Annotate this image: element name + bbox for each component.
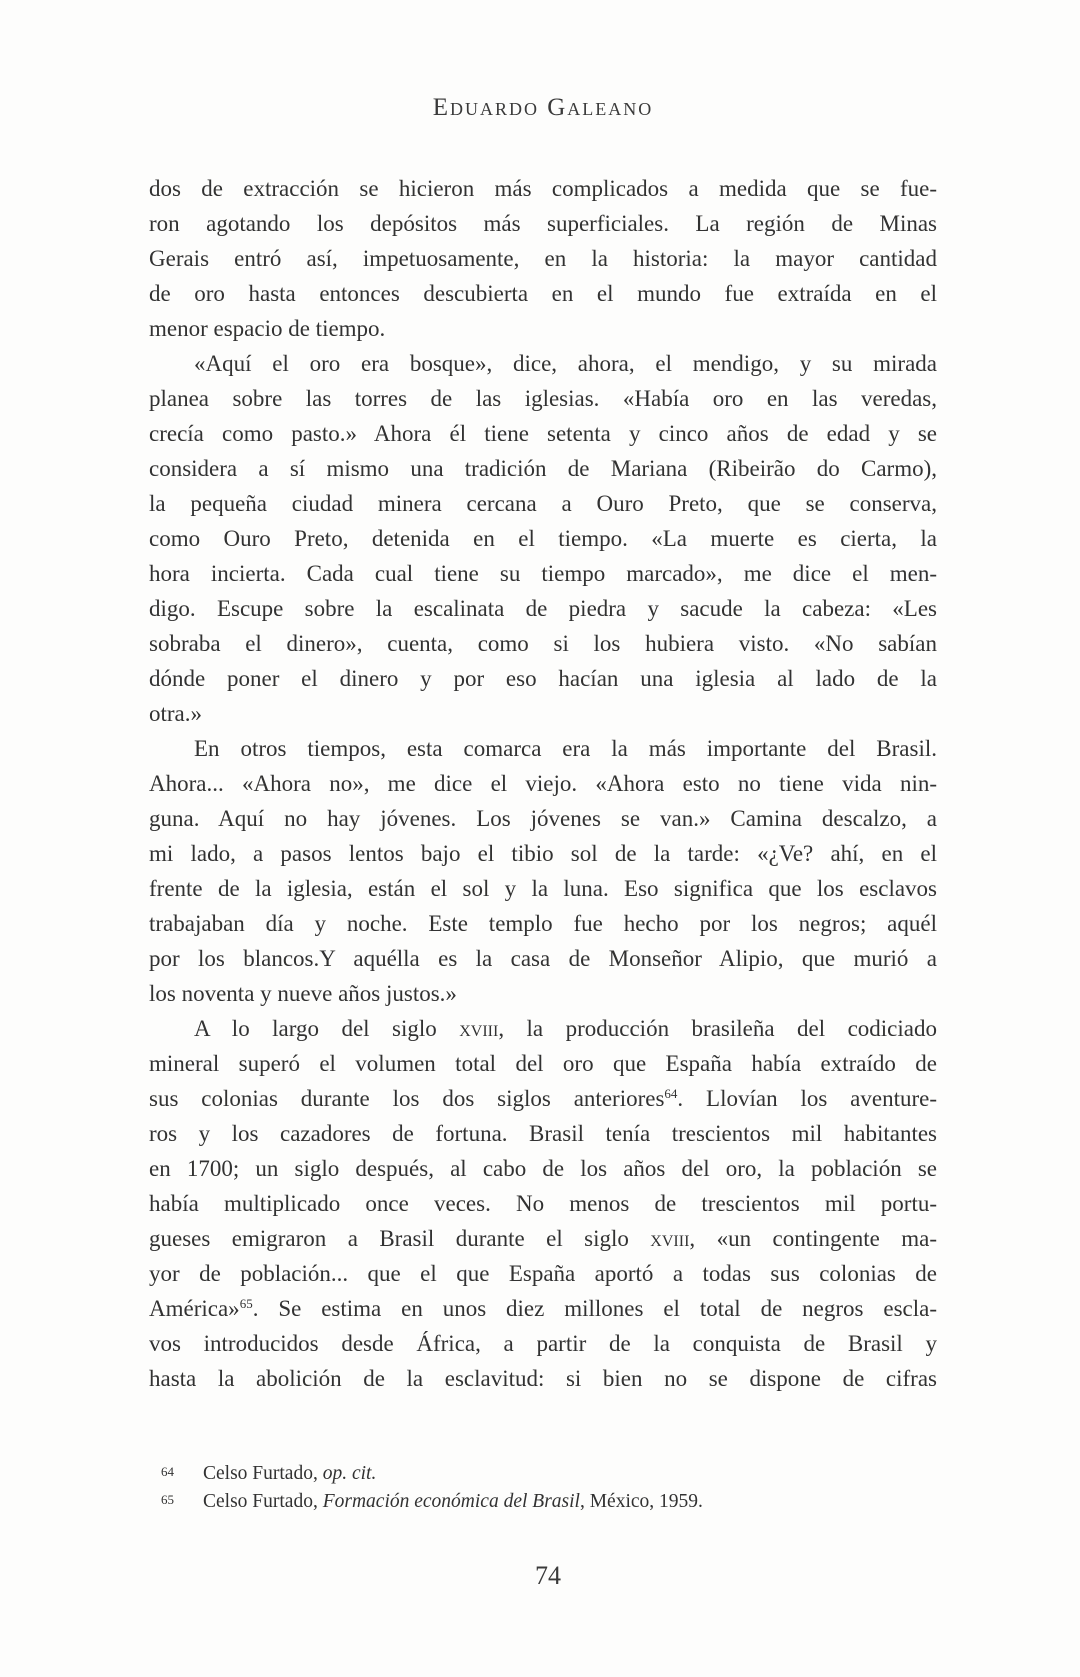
running-header: Eduardo Galeano: [432, 94, 654, 121]
footnote-rest: , México, 1959.: [579, 1490, 703, 1512]
footnote-text: [203, 1488, 937, 1516]
text-line: frente de la iglesia, están el sol y la luna. Eso significa que los esclavos: [149, 876, 937, 901]
text-line: ron agotando los depósitos más superficiales. La región de Minas: [149, 211, 937, 236]
text-line: de oro hasta entonces descubierta en el mundo fue extraída en el: [149, 281, 937, 306]
text-line: En otros tiempos, esta comarca era la más importante del Brasil.: [194, 736, 937, 761]
footnote-author: Celso Furtado,: [203, 1490, 323, 1512]
page-number: 74: [535, 1561, 561, 1590]
footnote-ref: 65: [239, 1296, 253, 1311]
text-line: otra.»: [149, 701, 203, 726]
text-segment: . Llovían los aventure-: [677, 1086, 937, 1111]
text-line: había multiplicado once veces. No menos de trescientos mil portu-: [149, 1191, 937, 1216]
text-segment: sus colonias durante los dos siglos anteriores: [149, 1086, 665, 1111]
body-text: [149, 171, 937, 1396]
footnote-author: Celso Furtado,: [203, 1463, 323, 1484]
text-line: mi lado, a pasos lentos bajo el tibio sol de la tarde: «¿Ve? ahí, en el: [149, 841, 937, 866]
text-line: Gerais entró así, impetuosamente, en la historia: la mayor cantidad: [149, 246, 937, 271]
text-line: [149, 1081, 937, 1116]
footnote: [149, 1488, 937, 1516]
footnote-marker: 64: [161, 1464, 174, 1479]
footnotes: [149, 1460, 937, 1515]
footnote: [149, 1460, 937, 1488]
text-line: como Ouro Preto, detenida en el tiempo. «La muerte es cierta, la: [149, 526, 937, 551]
text-line: dos de extracción se hicieron más complicados a medida que se fue-: [149, 176, 937, 201]
text-segment: , la producción brasileña del codiciado: [498, 1016, 937, 1041]
text-line: considera a sí mismo una tradición de Mariana (Ribeirão do Carmo),: [149, 456, 937, 481]
paragraph: [149, 346, 937, 731]
text-line: ros y los cazadores de fortuna. Brasil tenía trescientos mil habitantes: [149, 1121, 937, 1146]
paragraph: [149, 1011, 937, 1396]
text-line: la pequeña ciudad minera cercana a Ouro Preto, que se conserva,: [149, 491, 937, 516]
text-line: vos introducidos desde África, a partir de la conquista de Brasil y: [149, 1331, 937, 1356]
roman-numeral: xviii: [650, 1226, 690, 1251]
text-segment: América»: [149, 1296, 240, 1321]
text-line: [149, 1221, 937, 1256]
text-line: mineral superó el volumen total del oro que España había extraído de: [149, 1051, 937, 1076]
text-line: digo. Escupe sobre la escalinata de piedra y sacude la cabeza: «Les: [149, 596, 937, 621]
text-line: hora incierta. Cada cual tiene su tiempo marcado», me dice el men-: [149, 561, 937, 586]
text-line: por los blancos.Y aquélla es la casa de Monseñor Alipio, que murió a: [149, 946, 937, 971]
text-segment: gueses emigraron a Brasil durante el siglo: [149, 1226, 651, 1251]
text-segment: . Se estima en unos diez millones el total de negros escla-: [252, 1296, 937, 1321]
text-segment: , «un contingente ma-: [689, 1226, 937, 1251]
paragraph: [149, 171, 937, 346]
paragraph: [149, 731, 937, 1011]
roman-numeral: xviii: [459, 1016, 499, 1041]
text-line: trabajaban día y noche. Este templo fue hecho por los negros; aquél: [149, 911, 937, 936]
footnote-title: Formación económica del Brasil: [322, 1490, 580, 1512]
text-line: hasta la abolición de la esclavitud: si bien no se dispone de cifras: [149, 1366, 937, 1391]
footnote-marker: 65: [161, 1491, 174, 1507]
footnote-text: [203, 1460, 937, 1488]
text-line: dónde poner el dinero y por eso hacían una iglesia al lado de la: [149, 666, 937, 691]
text-line: crecía como pasto.» Ahora él tiene setenta y cinco años de edad y se: [149, 421, 937, 446]
text-line: guna. Aquí no hay jóvenes. Los jóvenes se van.» Camina descalzo, a: [149, 806, 937, 831]
text-line: sobraba el dinero», cuenta, como si los hubiera visto. «No sabían: [149, 631, 937, 656]
text-line: en 1700; un siglo después, al cabo de los años del oro, la población se: [149, 1156, 937, 1181]
text-line: yor de población... que el que España aportó a todas sus colonias de: [149, 1261, 937, 1286]
text-line: [149, 1291, 937, 1326]
text-line: «Aquí el oro era bosque», dice, ahora, el mendigo, y su mirada: [194, 351, 937, 376]
text-line: [149, 1011, 937, 1046]
text-segment: A lo largo del siglo: [194, 1016, 460, 1041]
text-line: Ahora... «Ahora no», me dice el viejo. «Ahora esto no tiene vida nin-: [149, 771, 937, 796]
text-line: los noventa y nueve años justos.»: [149, 981, 457, 1006]
footnote-title: op. cit.: [322, 1463, 377, 1484]
text-line: menor espacio de tiempo.: [149, 316, 386, 341]
text-line: planea sobre las torres de las iglesias. «Había oro en las veredas,: [149, 386, 937, 411]
footnote-ref: 64: [664, 1086, 678, 1101]
